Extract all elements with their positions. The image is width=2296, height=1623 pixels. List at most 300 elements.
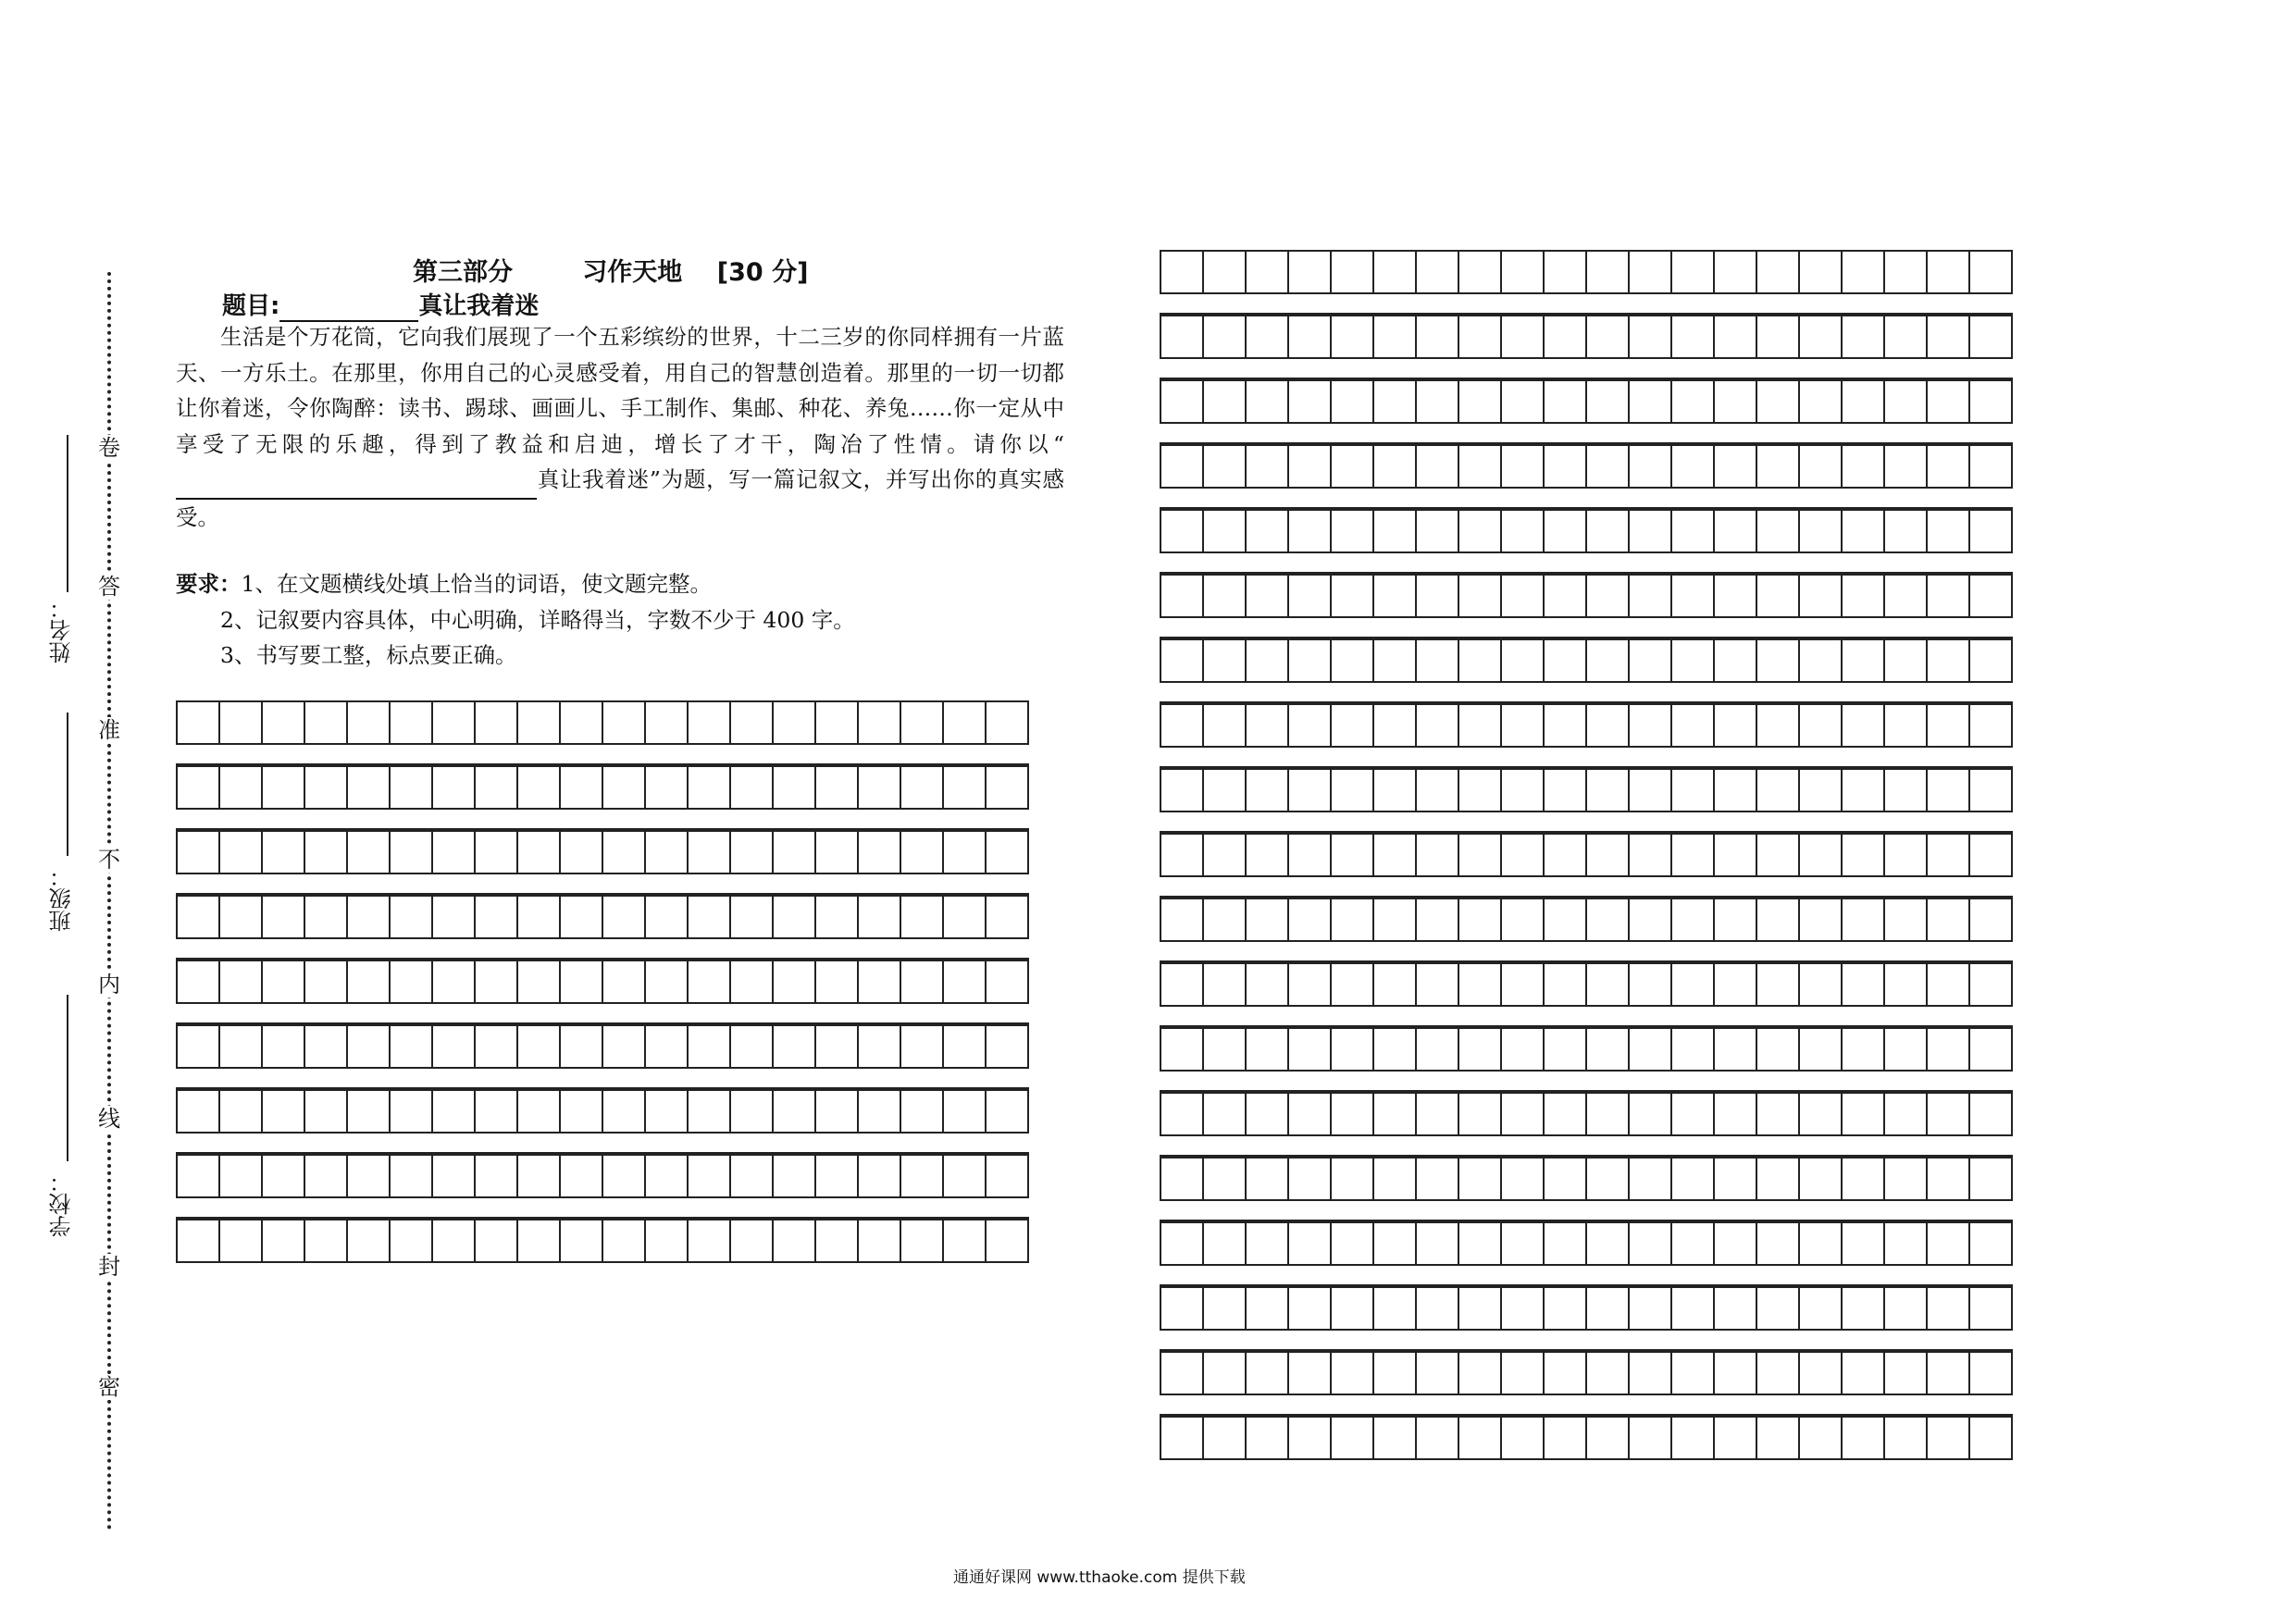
grid-cell[interactable] <box>176 765 220 810</box>
grid-cell[interactable] <box>218 1089 263 1134</box>
grid-cell[interactable] <box>1415 574 1459 618</box>
grid-cell[interactable] <box>1287 1416 1332 1460</box>
grid-cell[interactable] <box>474 895 518 939</box>
grid-cell[interactable] <box>1628 703 1672 748</box>
grid-cell[interactable] <box>1415 1351 1459 1395</box>
grid-cell[interactable] <box>1670 768 1715 812</box>
grid-cell[interactable] <box>772 1024 816 1069</box>
grid-cell[interactable] <box>516 1154 561 1198</box>
grid-cell[interactable] <box>772 765 816 810</box>
grid-cell[interactable] <box>644 1154 689 1198</box>
grid-cell[interactable] <box>644 1219 689 1263</box>
grid-cell[interactable] <box>1543 1286 1587 1331</box>
grid-cell[interactable] <box>1372 1092 1417 1136</box>
grid-cell[interactable] <box>1330 962 1374 1007</box>
grid-cell[interactable] <box>1713 898 1757 942</box>
grid-cell[interactable] <box>1500 379 1545 424</box>
grid-cell[interactable] <box>942 1024 987 1069</box>
grid-cell[interactable] <box>1160 1221 1204 1266</box>
grid-cell[interactable] <box>1926 574 1970 618</box>
grid-cell[interactable] <box>1372 1157 1417 1201</box>
grid-cell[interactable] <box>1713 1351 1757 1395</box>
grid-cell[interactable] <box>261 960 305 1004</box>
grid-cell[interactable] <box>1841 250 1885 294</box>
grid-cell[interactable] <box>1968 444 2013 489</box>
grid-cell[interactable] <box>1202 638 1247 683</box>
grid-cell[interactable] <box>1202 962 1247 1007</box>
grid-cell[interactable] <box>1458 768 1502 812</box>
grid-cell[interactable] <box>559 1154 603 1198</box>
grid-cell[interactable] <box>261 830 305 874</box>
grid-cell[interactable] <box>1372 315 1417 359</box>
grid-cell[interactable] <box>1202 444 1247 489</box>
grid-cell[interactable] <box>602 895 646 939</box>
grid-cell[interactable] <box>1798 638 1843 683</box>
grid-cell[interactable] <box>1543 1157 1587 1201</box>
grid-cell[interactable] <box>729 960 774 1004</box>
grid-cell[interactable] <box>814 765 859 810</box>
grid-cell[interactable] <box>1415 379 1459 424</box>
grid-cell[interactable] <box>218 1024 263 1069</box>
grid-cell[interactable] <box>1585 1416 1630 1460</box>
grid-cell[interactable] <box>261 1219 305 1263</box>
grid-cell[interactable] <box>1670 833 1715 877</box>
grid-cell[interactable] <box>942 895 987 939</box>
grid-cell[interactable] <box>1883 1092 1928 1136</box>
grid-cell[interactable] <box>1330 1416 1374 1460</box>
grid-cell[interactable] <box>1798 768 1843 812</box>
grid-cell[interactable] <box>1798 1286 1843 1331</box>
grid-cell[interactable] <box>559 830 603 874</box>
grid-cell[interactable] <box>1628 833 1672 877</box>
grid-cell[interactable] <box>772 700 816 745</box>
grid-cell[interactable] <box>431 1089 476 1134</box>
grid-cell[interactable] <box>1756 250 1800 294</box>
grid-cell[interactable] <box>1500 1351 1545 1395</box>
grid-cell[interactable] <box>985 765 1029 810</box>
grid-cell[interactable] <box>1287 1286 1332 1331</box>
grid-cell[interactable] <box>1713 962 1757 1007</box>
grid-cell[interactable] <box>1756 703 1800 748</box>
grid-cell[interactable] <box>1245 833 1289 877</box>
grid-cell[interactable] <box>1585 962 1630 1007</box>
grid-cell[interactable] <box>1415 1416 1459 1460</box>
grid-cell[interactable] <box>1202 1351 1247 1395</box>
grid-cell[interactable] <box>1543 509 1587 553</box>
grid-cell[interactable] <box>559 1219 603 1263</box>
grid-cell[interactable] <box>1160 315 1204 359</box>
grid-cell[interactable] <box>900 830 944 874</box>
grid-cell[interactable] <box>346 1154 391 1198</box>
grid-cell[interactable] <box>1883 509 1928 553</box>
grid-cell[interactable] <box>644 1024 689 1069</box>
grid-cell[interactable] <box>814 1024 859 1069</box>
class-field-line[interactable] <box>67 712 68 856</box>
grid-cell[interactable] <box>1628 1027 1672 1072</box>
grid-cell[interactable] <box>1500 962 1545 1007</box>
grid-cell[interactable] <box>346 1089 391 1134</box>
grid-cell[interactable] <box>1883 1351 1928 1395</box>
grid-cell[interactable] <box>474 1219 518 1263</box>
grid-cell[interactable] <box>1841 574 1885 618</box>
grid-cell[interactable] <box>772 1089 816 1134</box>
grid-cell[interactable] <box>942 765 987 810</box>
grid-cell[interactable] <box>602 830 646 874</box>
grid-cell[interactable] <box>1756 509 1800 553</box>
grid-cell[interactable] <box>474 830 518 874</box>
grid-cell[interactable] <box>1883 1157 1928 1201</box>
grid-cell[interactable] <box>431 830 476 874</box>
grid-cell[interactable] <box>857 700 901 745</box>
grid-cell[interactable] <box>1458 833 1502 877</box>
grid-cell[interactable] <box>1287 379 1332 424</box>
grid-cell[interactable] <box>1245 1157 1289 1201</box>
grid-cell[interactable] <box>218 960 263 1004</box>
grid-cell[interactable] <box>1585 898 1630 942</box>
grid-cell[interactable] <box>1543 1221 1587 1266</box>
grid-cell[interactable] <box>559 765 603 810</box>
grid-cell[interactable] <box>1287 315 1332 359</box>
grid-cell[interactable] <box>1330 638 1374 683</box>
grid-cell[interactable] <box>985 960 1029 1004</box>
grid-cell[interactable] <box>431 700 476 745</box>
grid-cell[interactable] <box>1585 1027 1630 1072</box>
grid-cell[interactable] <box>1245 962 1289 1007</box>
grid-cell[interactable] <box>1841 1351 1885 1395</box>
grid-cell[interactable] <box>814 1154 859 1198</box>
grid-cell[interactable] <box>1798 1157 1843 1201</box>
grid-cell[interactable] <box>346 1024 391 1069</box>
grid-cell[interactable] <box>304 1219 348 1263</box>
grid-cell[interactable] <box>1756 574 1800 618</box>
grid-cell[interactable] <box>1543 1416 1587 1460</box>
grid-cell[interactable] <box>942 1219 987 1263</box>
grid-cell[interactable] <box>1287 1092 1332 1136</box>
grid-cell[interactable] <box>1841 1157 1885 1201</box>
grid-cell[interactable] <box>1628 250 1672 294</box>
grid-cell[interactable] <box>985 830 1029 874</box>
grid-cell[interactable] <box>1458 638 1502 683</box>
grid-cell[interactable] <box>1926 962 1970 1007</box>
grid-cell[interactable] <box>1585 1221 1630 1266</box>
grid-cell[interactable] <box>1245 1416 1289 1460</box>
grid-cell[interactable] <box>1798 250 1843 294</box>
grid-cell[interactable] <box>1330 1221 1374 1266</box>
grid-cell[interactable] <box>1458 444 1502 489</box>
grid-cell[interactable] <box>985 1024 1029 1069</box>
grid-cell[interactable] <box>1926 1416 1970 1460</box>
grid-cell[interactable] <box>1926 1286 1970 1331</box>
grid-cell[interactable] <box>1670 444 1715 489</box>
grid-cell[interactable] <box>1841 379 1885 424</box>
grid-cell[interactable] <box>1968 379 2013 424</box>
grid-cell[interactable] <box>1500 250 1545 294</box>
grid-cell[interactable] <box>1415 638 1459 683</box>
grid-cell[interactable] <box>602 700 646 745</box>
grid-cell[interactable] <box>1798 315 1843 359</box>
grid-cell[interactable] <box>1926 703 1970 748</box>
grid-cell[interactable] <box>1670 379 1715 424</box>
grid-cell[interactable] <box>1756 315 1800 359</box>
grid-cell[interactable] <box>1968 1416 2013 1460</box>
grid-cell[interactable] <box>1713 1027 1757 1072</box>
grid-cell[interactable] <box>1160 1351 1204 1395</box>
grid-cell[interactable] <box>1968 1092 2013 1136</box>
grid-cell[interactable] <box>1543 315 1587 359</box>
grid-cell[interactable] <box>1968 1157 2013 1201</box>
grid-cell[interactable] <box>1585 1351 1630 1395</box>
grid-cell[interactable] <box>1883 315 1928 359</box>
grid-cell[interactable] <box>1160 638 1204 683</box>
grid-cell[interactable] <box>1798 379 1843 424</box>
grid-cell[interactable] <box>1500 509 1545 553</box>
grid-cell[interactable] <box>1756 1221 1800 1266</box>
grid-cell[interactable] <box>900 700 944 745</box>
grid-cell[interactable] <box>1968 833 2013 877</box>
grid-cell[interactable] <box>1330 574 1374 618</box>
grid-cell[interactable] <box>1372 444 1417 489</box>
grid-cell[interactable] <box>1543 638 1587 683</box>
grid-cell[interactable] <box>1713 444 1757 489</box>
grid-cell[interactable] <box>1670 1027 1715 1072</box>
grid-cell[interactable] <box>1330 1027 1374 1072</box>
grid-cell[interactable] <box>1798 898 1843 942</box>
grid-cell[interactable] <box>644 830 689 874</box>
grid-cell[interactable] <box>985 1154 1029 1198</box>
grid-cell[interactable] <box>1160 1157 1204 1201</box>
grid-cell[interactable] <box>857 895 901 939</box>
grid-cell[interactable] <box>1926 379 1970 424</box>
grid-cell[interactable] <box>1968 962 2013 1007</box>
grid-cell[interactable] <box>1372 768 1417 812</box>
grid-cell[interactable] <box>942 700 987 745</box>
grid-cell[interactable] <box>1883 1027 1928 1072</box>
grid-cell[interactable] <box>261 1154 305 1198</box>
grid-cell[interactable] <box>900 1089 944 1134</box>
grid-cell[interactable] <box>1968 1286 2013 1331</box>
grid-cell[interactable] <box>389 960 433 1004</box>
grid-cell[interactable] <box>1202 1027 1247 1072</box>
grid-cell[interactable] <box>1543 768 1587 812</box>
grid-cell[interactable] <box>346 1219 391 1263</box>
grid-cell[interactable] <box>559 895 603 939</box>
grid-cell[interactable] <box>1713 250 1757 294</box>
grid-cell[interactable] <box>304 1024 348 1069</box>
grid-cell[interactable] <box>176 895 220 939</box>
grid-cell[interactable] <box>516 830 561 874</box>
grid-cell[interactable] <box>1458 898 1502 942</box>
grid-cell[interactable] <box>346 830 391 874</box>
grid-cell[interactable] <box>1160 703 1204 748</box>
grid-cell[interactable] <box>1372 638 1417 683</box>
grid-cell[interactable] <box>1543 1351 1587 1395</box>
grid-cell[interactable] <box>1458 962 1502 1007</box>
grid-cell[interactable] <box>1458 1286 1502 1331</box>
grid-cell[interactable] <box>1330 379 1374 424</box>
grid-cell[interactable] <box>1798 1221 1843 1266</box>
grid-cell[interactable] <box>431 960 476 1004</box>
grid-cell[interactable] <box>176 1154 220 1198</box>
grid-cell[interactable] <box>559 1024 603 1069</box>
grid-cell[interactable] <box>1330 509 1374 553</box>
grid-cell[interactable] <box>1202 574 1247 618</box>
grid-cell[interactable] <box>1202 1157 1247 1201</box>
grid-cell[interactable] <box>1926 250 1970 294</box>
grid-cell[interactable] <box>1628 1221 1672 1266</box>
grid-cell[interactable] <box>1415 898 1459 942</box>
grid-cell[interactable] <box>729 1024 774 1069</box>
grid-cell[interactable] <box>516 1219 561 1263</box>
grid-cell[interactable] <box>1458 703 1502 748</box>
grid-cell[interactable] <box>857 1024 901 1069</box>
grid-cell[interactable] <box>1713 833 1757 877</box>
grid-cell[interactable] <box>1585 703 1630 748</box>
grid-cell[interactable] <box>687 1154 731 1198</box>
grid-cell[interactable] <box>559 960 603 1004</box>
grid-cell[interactable] <box>772 895 816 939</box>
grid-cell[interactable] <box>1585 379 1630 424</box>
grid-cell[interactable] <box>1756 379 1800 424</box>
grid-cell[interactable] <box>1458 1416 1502 1460</box>
grid-cell[interactable] <box>1883 898 1928 942</box>
grid-cell[interactable] <box>1756 1416 1800 1460</box>
grid-cell[interactable] <box>1670 638 1715 683</box>
grid-cell[interactable] <box>1841 1221 1885 1266</box>
grid-cell[interactable] <box>1287 1027 1332 1072</box>
grid-cell[interactable] <box>1372 1416 1417 1460</box>
grid-cell[interactable] <box>1798 1351 1843 1395</box>
grid-cell[interactable] <box>1287 1221 1332 1266</box>
grid-cell[interactable] <box>644 895 689 939</box>
grid-cell[interactable] <box>218 1219 263 1263</box>
grid-cell[interactable] <box>218 765 263 810</box>
grid-cell[interactable] <box>1670 1416 1715 1460</box>
grid-cell[interactable] <box>687 1024 731 1069</box>
grid-cell[interactable] <box>1628 1416 1672 1460</box>
name-field-line[interactable] <box>67 435 68 592</box>
grid-cell[interactable] <box>1926 1027 1970 1072</box>
grid-cell[interactable] <box>218 700 263 745</box>
grid-cell[interactable] <box>1415 833 1459 877</box>
grid-cell[interactable] <box>1628 638 1672 683</box>
grid-cell[interactable] <box>1458 315 1502 359</box>
grid-cell[interactable] <box>1756 833 1800 877</box>
grid-cell[interactable] <box>1160 1027 1204 1072</box>
grid-cell[interactable] <box>602 1154 646 1198</box>
grid-cell[interactable] <box>1713 379 1757 424</box>
grid-cell[interactable] <box>1160 962 1204 1007</box>
grid-cell[interactable] <box>1543 250 1587 294</box>
grid-cell[interactable] <box>687 895 731 939</box>
grid-cell[interactable] <box>1202 833 1247 877</box>
grid-cell[interactable] <box>1968 703 2013 748</box>
grid-cell[interactable] <box>431 1219 476 1263</box>
grid-cell[interactable] <box>304 1089 348 1134</box>
grid-cell[interactable] <box>1926 315 1970 359</box>
grid-cell[interactable] <box>1415 315 1459 359</box>
grid-cell[interactable] <box>1245 379 1289 424</box>
grid-cell[interactable] <box>516 895 561 939</box>
grid-cell[interactable] <box>942 830 987 874</box>
grid-cell[interactable] <box>1670 574 1715 618</box>
grid-cell[interactable] <box>1713 509 1757 553</box>
grid-cell[interactable] <box>1287 962 1332 1007</box>
grid-cell[interactable] <box>516 960 561 1004</box>
grid-cell[interactable] <box>1585 444 1630 489</box>
grid-cell[interactable] <box>1500 638 1545 683</box>
grid-cell[interactable] <box>1628 768 1672 812</box>
grid-cell[interactable] <box>1756 898 1800 942</box>
grid-cell[interactable] <box>1415 1221 1459 1266</box>
grid-cell[interactable] <box>1287 574 1332 618</box>
grid-cell[interactable] <box>1628 1351 1672 1395</box>
grid-cell[interactable] <box>1926 768 1970 812</box>
grid-cell[interactable] <box>1160 250 1204 294</box>
grid-cell[interactable] <box>1330 1286 1374 1331</box>
grid-cell[interactable] <box>304 960 348 1004</box>
grid-cell[interactable] <box>1415 250 1459 294</box>
grid-cell[interactable] <box>431 1154 476 1198</box>
grid-cell[interactable] <box>1543 444 1587 489</box>
grid-cell[interactable] <box>1160 833 1204 877</box>
grid-cell[interactable] <box>1670 315 1715 359</box>
grid-cell[interactable] <box>474 765 518 810</box>
grid-cell[interactable] <box>814 895 859 939</box>
grid-cell[interactable] <box>1500 833 1545 877</box>
grid-cell[interactable] <box>304 700 348 745</box>
grid-cell[interactable] <box>1670 1221 1715 1266</box>
grid-cell[interactable] <box>1968 315 2013 359</box>
grid-cell[interactable] <box>1883 379 1928 424</box>
grid-cell[interactable] <box>1372 1351 1417 1395</box>
grid-cell[interactable] <box>1202 768 1247 812</box>
grid-cell[interactable] <box>1202 1221 1247 1266</box>
grid-cell[interactable] <box>1756 1351 1800 1395</box>
grid-cell[interactable] <box>1202 379 1247 424</box>
grid-cell[interactable] <box>1926 898 1970 942</box>
grid-cell[interactable] <box>1330 444 1374 489</box>
grid-cell[interactable] <box>1245 509 1289 553</box>
grid-cell[interactable] <box>1585 638 1630 683</box>
grid-cell[interactable] <box>1841 833 1885 877</box>
grid-cell[interactable] <box>1372 1221 1417 1266</box>
grid-cell[interactable] <box>1628 1157 1672 1201</box>
grid-cell[interactable] <box>729 765 774 810</box>
grid-cell[interactable] <box>1372 1286 1417 1331</box>
grid-cell[interactable] <box>1756 768 1800 812</box>
grid-cell[interactable] <box>985 700 1029 745</box>
grid-cell[interactable] <box>516 765 561 810</box>
grid-cell[interactable] <box>1756 1092 1800 1136</box>
grid-cell[interactable] <box>687 700 731 745</box>
grid-cell[interactable] <box>1798 833 1843 877</box>
grid-cell[interactable] <box>1926 638 1970 683</box>
grid-cell[interactable] <box>1160 444 1204 489</box>
grid-cell[interactable] <box>1202 898 1247 942</box>
grid-cell[interactable] <box>261 1089 305 1134</box>
grid-cell[interactable] <box>1798 962 1843 1007</box>
grid-cell[interactable] <box>1500 1221 1545 1266</box>
grid-cell[interactable] <box>1330 315 1374 359</box>
prompt-blank[interactable] <box>176 462 537 500</box>
grid-cell[interactable] <box>1372 250 1417 294</box>
grid-cell[interactable] <box>942 1089 987 1134</box>
grid-cell[interactable] <box>857 765 901 810</box>
grid-cell[interactable] <box>218 830 263 874</box>
grid-cell[interactable] <box>1585 833 1630 877</box>
grid-cell[interactable] <box>1713 703 1757 748</box>
grid-cell[interactable] <box>1415 1157 1459 1201</box>
